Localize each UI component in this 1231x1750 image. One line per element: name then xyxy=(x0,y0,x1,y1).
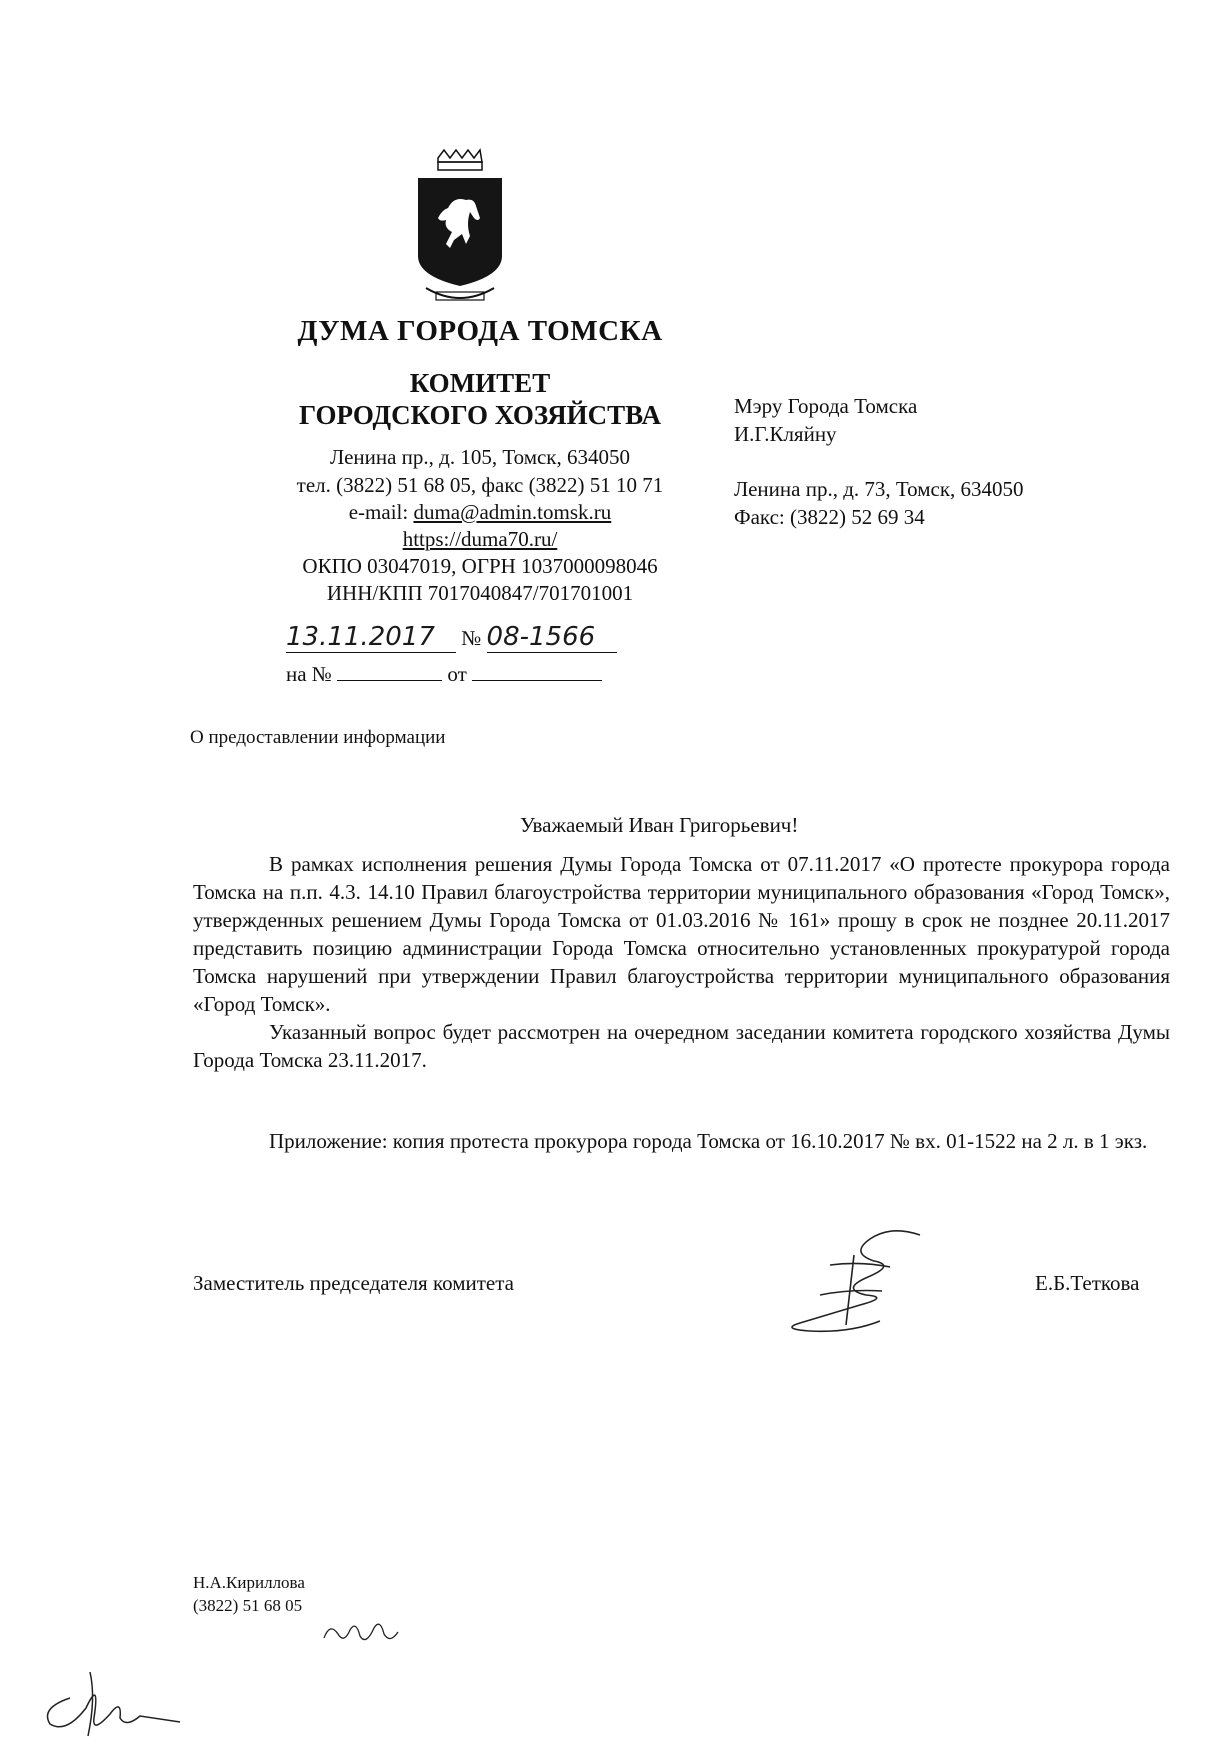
reference-line xyxy=(286,660,602,687)
salutation: Уважаемый Иван Григорьевич! xyxy=(520,813,799,837)
org-phone-fax: тел. (3822) 51 68 05, факс (3822) 51 10 71 xyxy=(296,473,664,497)
org-email-line xyxy=(180,500,780,525)
reference-from-label: от xyxy=(447,662,467,686)
letter-body xyxy=(193,850,1170,1074)
email-link[interactable]: duma@admin.tomsk.ru xyxy=(413,500,612,524)
body-paragraph-2: Указанный вопрос будет рассмотрен на очередном заседании комитета городского хозяйства Думы Города Томска 23.11.2017. xyxy=(193,1020,1170,1072)
email-label: e-mail: xyxy=(348,500,414,524)
registration-date: 13.11.2017 xyxy=(286,622,456,653)
reference-number-blank xyxy=(337,660,442,681)
registration-number-label: № xyxy=(461,626,482,650)
organization-name: ДУМА ГОРОДА ТОМСКА xyxy=(297,315,663,347)
initials-signature xyxy=(320,1618,400,1648)
reference-date-blank xyxy=(472,660,602,681)
reference-number-label: на № xyxy=(286,662,332,686)
executor-name: Н.А.Кириллова xyxy=(193,1573,305,1592)
attachment-block xyxy=(193,1127,1170,1155)
addressee-line2: И.Г.Кляйну xyxy=(734,422,837,446)
addressee-line1: Мэру Города Томска xyxy=(734,394,918,418)
coat-of-arms-emblem xyxy=(410,148,510,308)
addressee-address: Ленина пр., д. 73, Томск, 634050 xyxy=(734,477,1024,501)
signatory-role: Заместитель председателя комитета xyxy=(193,1271,514,1295)
body-paragraph-1: В рамках исполнения решения Думы Города Томска от 07.11.2017 «О протесте прокурора города Томска на п.п. 4.3. 14.10 Правил благоустройства территории муниципального образования «Город Томск», утвержденных решением Думы Города Томска от 01.03.2016 № 161» прошу в срок не позднее 20.11.2017 представить позицию администрации Города Томска относительно установленных прокуратурой города Томска нарушений при утверждении Правил благоустройства территории муниципального образования «Город Томск». xyxy=(193,852,1170,1016)
handwritten-signature xyxy=(770,1225,940,1335)
signatory-name: Е.Б.Теткова xyxy=(1035,1271,1140,1295)
registration-number: 08-1566 xyxy=(487,622,617,653)
registration-line xyxy=(286,622,617,653)
addressee-fax: Факс: (3822) 52 69 34 xyxy=(734,505,925,529)
committee-title-line2: ГОРОДСКОГО ХОЗЯЙСТВА xyxy=(299,400,661,430)
org-inn-kpp: ИНН/КПП 7017040847/701701001 xyxy=(326,581,634,605)
committee-title-line1: КОМИТЕТ xyxy=(409,368,551,398)
letter-subject: О предоставлении информации xyxy=(190,727,446,748)
executor-phone: (3822) 51 68 05 xyxy=(193,1596,303,1615)
attachment-note: Приложение: копия протеста прокурора города Томска от 16.10.2017 № вх. 01-1522 на 2 л. в 1 экз. xyxy=(269,1129,1148,1153)
org-okpo-ogrn: ОКПО 03047019, ОГРН 1037000098046 xyxy=(302,554,658,578)
website-link[interactable]: https://duma70.ru/ xyxy=(402,527,558,551)
org-address: Ленина пр., д. 105, Томск, 634050 xyxy=(329,445,631,469)
org-website-line xyxy=(180,527,780,552)
corner-handwritten-mark xyxy=(30,1658,190,1738)
